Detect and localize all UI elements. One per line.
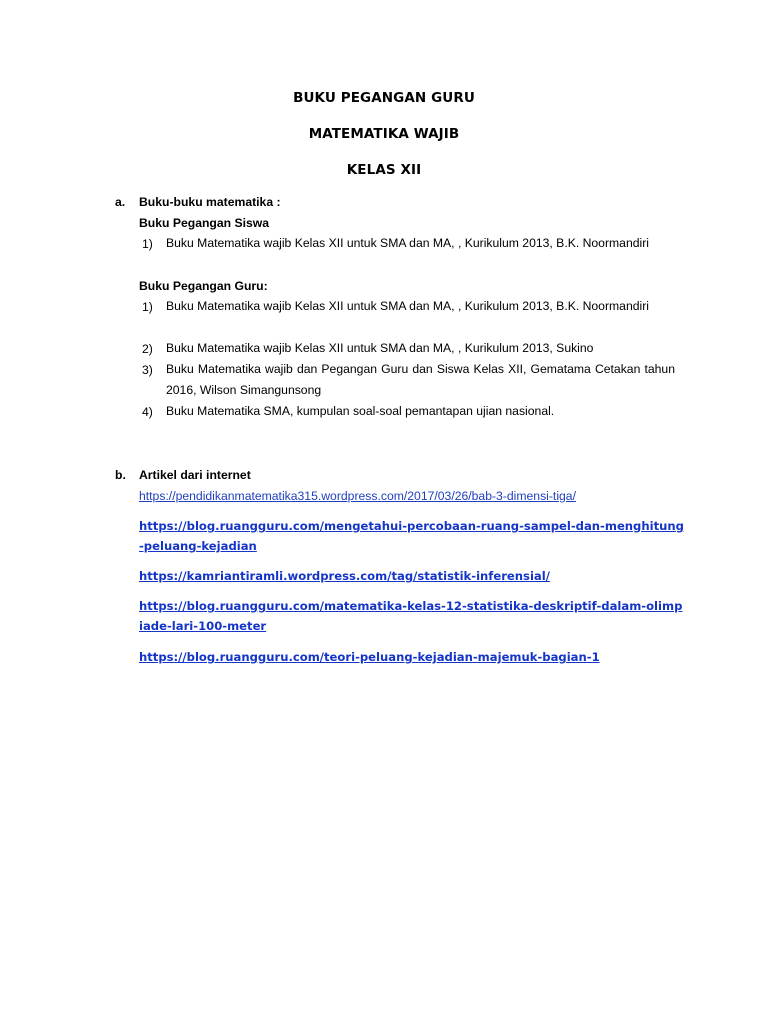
doc-title: BUKU PEGANGAN GURU [293,90,475,106]
list-item: Buku Matematika wajib Kelas XII untuk SMA dan MA, , Kurikulum 2013, B.K. Noormandiri [166,299,649,313]
list-item: Buku Matematika SMA, kumpulan soal-soal pemantapan ujian nasional. [166,404,555,418]
list-item: Buku Matematika wajib dan Pegangan Guru dan Siswa Kelas XII, Gematama Cetakan tahun 2016, Wilson Simangunsong [166,362,675,397]
list-item-number: 2) [142,342,153,356]
list-item-number: 3) [142,363,153,377]
student-books-subheading: Buku Pegangan Siswa [139,216,270,230]
article-link[interactable]: https://blog.ruangguru.com/matematika-kelas-12-statistika-deskriptif-dalam-olimpiade-lari-100-meter [139,599,683,633]
article-link[interactable]: https://kamriantiramli.wordpress.com/tag/statistik-inferensial/ [139,569,550,583]
doc-subject: MATEMATIKA WAJIB [308,126,460,142]
list-item-number: 4) [142,405,153,419]
list-item-number: 1) [142,300,153,314]
article-link[interactable]: https://blog.ruangguru.com/teori-peluang-kejadian-majemuk-bagian-1 [139,650,600,664]
section-b-heading: Artikel dari internet [139,468,251,482]
section-a-letter: a. [115,195,126,209]
teacher-books-subheading: Buku Pegangan Guru: [139,279,268,293]
list-item-number: 1) [142,237,153,251]
doc-class: KELAS XII [346,162,422,178]
list-item: Buku Matematika wajib Kelas XII untuk SMA dan MA, , Kurikulum 2013, B.K. Noormandiri [166,236,649,250]
article-link[interactable]: https://blog.ruangguru.com/mengetahui-percobaan-ruang-sampel-dan-menghitung-peluang-kejadian [139,519,684,553]
section-b-letter: b. [115,468,126,482]
article-link[interactable]: https://pendidikanmatematika315.wordpress.com/2017/03/26/bab-3-dimensi-tiga/ [139,489,576,503]
list-item: Buku Matematika wajib Kelas XII untuk SMA dan MA, , Kurikulum 2013, Sukino [166,341,594,355]
section-a-heading: Buku-buku matematika : [139,195,281,209]
